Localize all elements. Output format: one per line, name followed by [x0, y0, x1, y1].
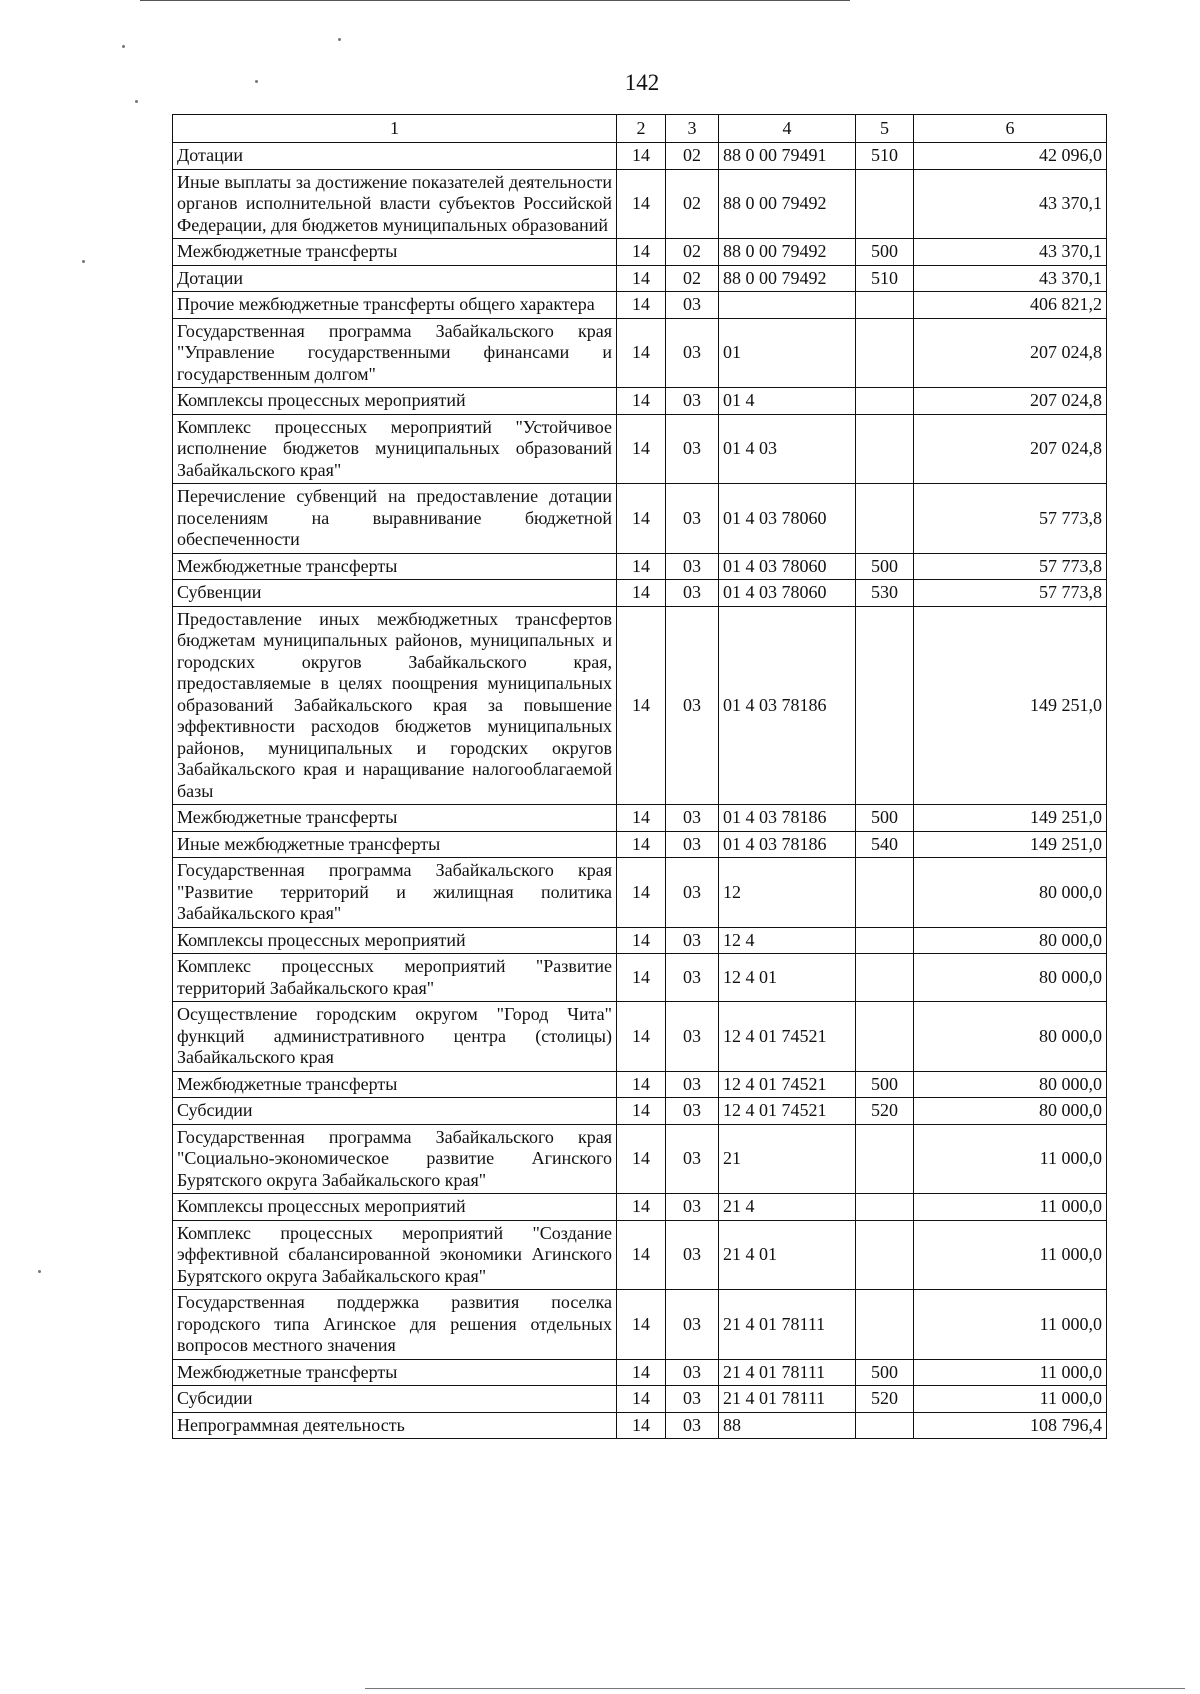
table-row — [173, 1359, 1107, 1386]
expense-type-cell — [856, 858, 914, 928]
subsection-cell: 03 — [666, 1098, 719, 1125]
row-name-cell: Предоставление иных межбюджетных трансфертов бюджетам муниципальных районов, муниципальных и городских округов Забайкальского края, предоставляемые в целях поощрения муниципальных образований Забайкальского края за повышение эффективности расходов бюджетов муниципальных районов, муниципальных и городских округов Забайкальского края и наращивание налогооблагаемой базы — [173, 606, 617, 805]
section-cell: 14 — [617, 1002, 666, 1072]
expense-type-cell — [856, 1002, 914, 1072]
table-row — [173, 1098, 1107, 1125]
target-article-cell: 12 4 — [719, 927, 856, 954]
target-article-cell: 12 4 01 74521 — [719, 1098, 856, 1125]
section-cell: 14 — [617, 1290, 666, 1360]
row-name-cell: Комплекс процессных мероприятий "Развитие территорий Забайкальского края" — [173, 954, 617, 1002]
target-article-cell: 88 0 00 79492 — [719, 265, 856, 292]
section-cell: 14 — [617, 1071, 666, 1098]
section-cell: 14 — [617, 580, 666, 607]
section-cell: 14 — [617, 553, 666, 580]
table-row — [173, 169, 1107, 239]
subsection-cell: 03 — [666, 606, 719, 805]
subsection-cell: 03 — [666, 1124, 719, 1194]
section-cell: 14 — [617, 1386, 666, 1413]
section-cell: 14 — [617, 1124, 666, 1194]
expense-type-cell: 510 — [856, 143, 914, 170]
table-row — [173, 292, 1107, 319]
section-cell: 14 — [617, 414, 666, 484]
table-row — [173, 1002, 1107, 1072]
target-article-cell: 12 4 01 74521 — [719, 1002, 856, 1072]
amount-cell: 207 024,8 — [914, 388, 1107, 415]
section-cell: 14 — [617, 1194, 666, 1221]
amount-cell: 11 000,0 — [914, 1290, 1107, 1360]
amount-cell: 80 000,0 — [914, 1098, 1107, 1125]
table-row — [173, 606, 1107, 805]
target-article-cell: 88 — [719, 1412, 856, 1439]
column-header: 1 — [173, 115, 617, 143]
expense-type-cell — [856, 1412, 914, 1439]
amount-cell: 406 821,2 — [914, 292, 1107, 319]
row-name-cell: Дотации — [173, 265, 617, 292]
amount-cell: 207 024,8 — [914, 414, 1107, 484]
subsection-cell: 03 — [666, 805, 719, 832]
target-article-cell: 01 4 03 78186 — [719, 805, 856, 832]
section-cell: 14 — [617, 292, 666, 319]
section-cell: 14 — [617, 318, 666, 388]
subsection-cell: 02 — [666, 143, 719, 170]
subsection-cell: 02 — [666, 169, 719, 239]
amount-cell: 149 251,0 — [914, 831, 1107, 858]
amount-cell: 11 000,0 — [914, 1194, 1107, 1221]
row-name-cell: Государственная поддержка развития поселка городского типа Агинское для решения отдельных вопросов местного значения — [173, 1290, 617, 1360]
subsection-cell: 03 — [666, 553, 719, 580]
column-header: 6 — [914, 115, 1107, 143]
target-article-cell: 01 4 03 78186 — [719, 831, 856, 858]
table-row — [173, 831, 1107, 858]
amount-cell: 80 000,0 — [914, 1071, 1107, 1098]
table-row — [173, 1071, 1107, 1098]
amount-cell: 57 773,8 — [914, 484, 1107, 554]
row-name-cell: Иные выплаты за достижение показателей деятельности органов исполнительной власти субъектов Российской Федерации, для бюджетов муниципальных образований — [173, 169, 617, 239]
expense-type-cell: 520 — [856, 1386, 914, 1413]
target-article-cell: 21 — [719, 1124, 856, 1194]
amount-cell: 43 370,1 — [914, 169, 1107, 239]
expense-type-cell: 500 — [856, 1359, 914, 1386]
target-article-cell: 21 4 — [719, 1194, 856, 1221]
subsection-cell: 03 — [666, 1290, 719, 1360]
scan-speck — [122, 45, 125, 48]
row-name-cell: Дотации — [173, 143, 617, 170]
expense-type-cell: 500 — [856, 1071, 914, 1098]
row-name-cell: Прочие межбюджетные трансферты общего характера — [173, 292, 617, 319]
row-name-cell: Межбюджетные трансферты — [173, 805, 617, 832]
section-cell: 14 — [617, 831, 666, 858]
scan-top-edge — [140, 0, 850, 1]
expense-type-cell: 500 — [856, 805, 914, 832]
target-article-cell: 01 4 03 78060 — [719, 553, 856, 580]
section-cell: 14 — [617, 484, 666, 554]
table-row — [173, 1290, 1107, 1360]
subsection-cell: 03 — [666, 858, 719, 928]
scan-speck — [338, 38, 341, 41]
table-row — [173, 388, 1107, 415]
section-cell: 14 — [617, 1220, 666, 1290]
subsection-cell: 03 — [666, 1002, 719, 1072]
expense-type-cell — [856, 1194, 914, 1221]
amount-cell: 80 000,0 — [914, 927, 1107, 954]
row-name-cell: Межбюджетные трансферты — [173, 1359, 617, 1386]
subsection-cell: 02 — [666, 239, 719, 266]
subsection-cell: 03 — [666, 1071, 719, 1098]
row-name-cell: Комплексы процессных мероприятий — [173, 388, 617, 415]
section-cell: 14 — [617, 805, 666, 832]
subsection-cell: 03 — [666, 580, 719, 607]
table-row — [173, 414, 1107, 484]
target-article-cell: 21 4 01 78111 — [719, 1386, 856, 1413]
expense-type-cell — [856, 1290, 914, 1360]
target-article-cell: 01 4 03 78060 — [719, 484, 856, 554]
target-article-cell: 01 4 03 78186 — [719, 606, 856, 805]
table-row — [173, 1124, 1107, 1194]
expense-type-cell — [856, 954, 914, 1002]
target-article-cell: 88 0 00 79492 — [719, 169, 856, 239]
amount-cell: 80 000,0 — [914, 858, 1107, 928]
subsection-cell: 03 — [666, 1220, 719, 1290]
row-name-cell: Государственная программа Забайкальского края "Социально-экономическое развитие Агинского Бурятского округа Забайкальского края" — [173, 1124, 617, 1194]
target-article-cell: 88 0 00 79492 — [719, 239, 856, 266]
target-article-cell: 01 — [719, 318, 856, 388]
expense-type-cell — [856, 606, 914, 805]
expense-type-cell: 530 — [856, 580, 914, 607]
table-row — [173, 1194, 1107, 1221]
row-name-cell: Межбюджетные трансферты — [173, 553, 617, 580]
expense-type-cell: 510 — [856, 265, 914, 292]
table-row — [173, 553, 1107, 580]
amount-cell: 57 773,8 — [914, 580, 1107, 607]
section-cell: 14 — [617, 927, 666, 954]
scan-bottom-edge — [365, 1688, 1185, 1689]
amount-cell: 42 096,0 — [914, 143, 1107, 170]
table-row — [173, 954, 1107, 1002]
expense-type-cell — [856, 169, 914, 239]
amount-cell: 11 000,0 — [914, 1220, 1107, 1290]
target-article-cell: 12 4 01 — [719, 954, 856, 1002]
row-name-cell: Осуществление городским округом "Город Чита" функций административного центра (столицы) Забайкальского края — [173, 1002, 617, 1072]
section-cell: 14 — [617, 169, 666, 239]
section-cell: 14 — [617, 606, 666, 805]
target-article-cell: 21 4 01 — [719, 1220, 856, 1290]
section-cell: 14 — [617, 954, 666, 1002]
section-cell: 14 — [617, 239, 666, 266]
row-name-cell: Межбюджетные трансферты — [173, 1071, 617, 1098]
target-article-cell: 12 4 01 74521 — [719, 1071, 856, 1098]
table-row — [173, 265, 1107, 292]
expense-type-cell — [856, 318, 914, 388]
table-row — [173, 805, 1107, 832]
amount-cell: 149 251,0 — [914, 805, 1107, 832]
table-body — [173, 143, 1107, 1439]
table-row — [173, 239, 1107, 266]
subsection-cell: 03 — [666, 388, 719, 415]
subsection-cell: 03 — [666, 292, 719, 319]
section-cell: 14 — [617, 265, 666, 292]
scan-speck — [82, 260, 85, 263]
amount-cell: 11 000,0 — [914, 1386, 1107, 1413]
row-name-cell: Государственная программа Забайкальского края "Управление государственными финансами и государственным долгом" — [173, 318, 617, 388]
row-name-cell: Перечисление субвенций на предоставление дотации поселениям на выравнивание бюджетной обеспеченности — [173, 484, 617, 554]
amount-cell: 149 251,0 — [914, 606, 1107, 805]
table-row — [173, 1386, 1107, 1413]
section-cell: 14 — [617, 1359, 666, 1386]
row-name-cell: Субсидии — [173, 1098, 617, 1125]
target-article-cell — [719, 292, 856, 319]
subsection-cell: 03 — [666, 484, 719, 554]
row-name-cell: Иные межбюджетные трансферты — [173, 831, 617, 858]
expense-type-cell — [856, 484, 914, 554]
section-cell: 14 — [617, 1412, 666, 1439]
target-article-cell: 01 4 03 78060 — [719, 580, 856, 607]
subsection-cell: 03 — [666, 831, 719, 858]
subsection-cell: 03 — [666, 318, 719, 388]
table-row — [173, 580, 1107, 607]
table-row — [173, 1220, 1107, 1290]
target-article-cell: 12 — [719, 858, 856, 928]
amount-cell: 80 000,0 — [914, 954, 1107, 1002]
subsection-cell: 03 — [666, 927, 719, 954]
expense-type-cell: 540 — [856, 831, 914, 858]
expense-type-cell: 500 — [856, 239, 914, 266]
row-name-cell: Государственная программа Забайкальского края "Развитие территорий и жилищная политика Забайкальского края" — [173, 858, 617, 928]
table-row — [173, 1412, 1107, 1439]
section-cell: 14 — [617, 858, 666, 928]
subsection-cell: 03 — [666, 1386, 719, 1413]
column-header: 2 — [617, 115, 666, 143]
expense-type-cell — [856, 414, 914, 484]
scan-speck — [38, 1270, 41, 1273]
row-name-cell: Комплекс процессных мероприятий "Устойчивое исполнение бюджетов муниципальных образований Забайкальского края" — [173, 414, 617, 484]
section-cell: 14 — [617, 388, 666, 415]
table-row — [173, 143, 1107, 170]
expense-type-cell — [856, 1124, 914, 1194]
row-name-cell: Комплексы процессных мероприятий — [173, 927, 617, 954]
scan-speck — [135, 100, 138, 103]
row-name-cell: Межбюджетные трансферты — [173, 239, 617, 266]
table-row — [173, 927, 1107, 954]
amount-cell: 80 000,0 — [914, 1002, 1107, 1072]
target-article-cell: 21 4 01 78111 — [719, 1290, 856, 1360]
amount-cell: 108 796,4 — [914, 1412, 1107, 1439]
section-cell: 14 — [617, 143, 666, 170]
expense-type-cell — [856, 292, 914, 319]
row-name-cell: Комплекс процессных мероприятий "Создание эффективной сбалансированной экономики Агинского Бурятского округа Забайкальского края" — [173, 1220, 617, 1290]
subsection-cell: 03 — [666, 1194, 719, 1221]
expense-type-cell: 520 — [856, 1098, 914, 1125]
section-cell: 14 — [617, 1098, 666, 1125]
amount-cell: 11 000,0 — [914, 1124, 1107, 1194]
amount-cell: 207 024,8 — [914, 318, 1107, 388]
column-header: 5 — [856, 115, 914, 143]
target-article-cell: 01 4 — [719, 388, 856, 415]
expense-type-cell — [856, 388, 914, 415]
table-row — [173, 858, 1107, 928]
budget-table — [172, 114, 1107, 1439]
amount-cell: 11 000,0 — [914, 1359, 1107, 1386]
amount-cell: 57 773,8 — [914, 553, 1107, 580]
table-header-row — [173, 115, 1107, 143]
row-name-cell: Субвенции — [173, 580, 617, 607]
row-name-cell: Субсидии — [173, 1386, 617, 1413]
target-article-cell: 01 4 03 — [719, 414, 856, 484]
target-article-cell: 88 0 00 79491 — [719, 143, 856, 170]
table-row — [173, 318, 1107, 388]
page-number: 142 — [624, 70, 660, 95]
table-row — [173, 484, 1107, 554]
subsection-cell: 02 — [666, 265, 719, 292]
expense-type-cell — [856, 927, 914, 954]
subsection-cell: 03 — [666, 954, 719, 1002]
row-name-cell: Непрограммная деятельность — [173, 1412, 617, 1439]
target-article-cell: 21 4 01 78111 — [719, 1359, 856, 1386]
expense-type-cell: 500 — [856, 553, 914, 580]
column-header: 3 — [666, 115, 719, 143]
subsection-cell: 03 — [666, 414, 719, 484]
row-name-cell: Комплексы процессных мероприятий — [173, 1194, 617, 1221]
subsection-cell: 03 — [666, 1359, 719, 1386]
column-header: 4 — [719, 115, 856, 143]
expense-type-cell — [856, 1220, 914, 1290]
amount-cell: 43 370,1 — [914, 265, 1107, 292]
subsection-cell: 03 — [666, 1412, 719, 1439]
amount-cell: 43 370,1 — [914, 239, 1107, 266]
